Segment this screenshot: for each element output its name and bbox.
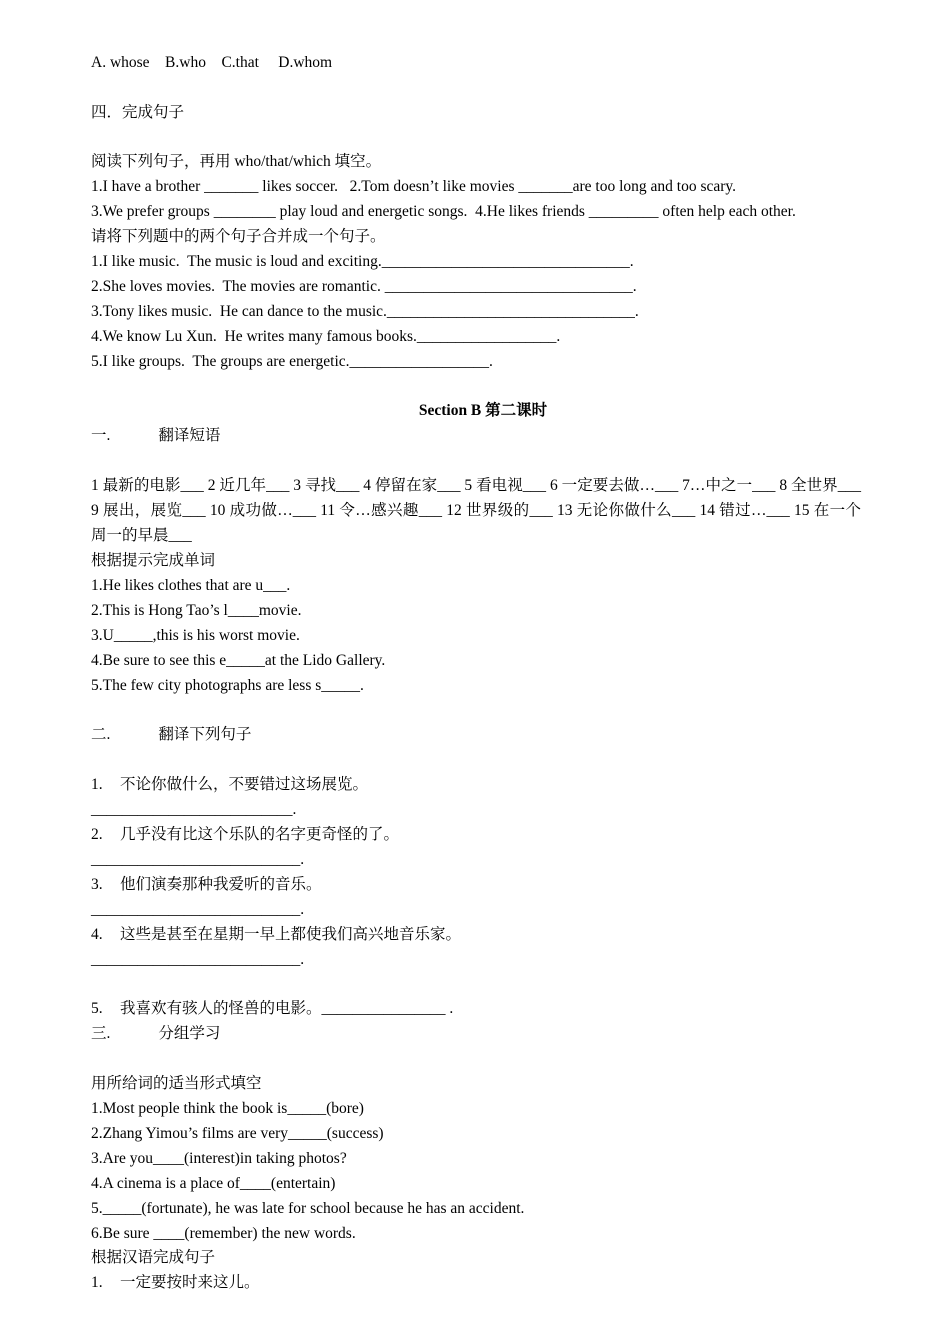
part-heading (91, 423, 220, 448)
instruction-text: 阅读下列句子，再用 who/that/which 填空。 (91, 153, 382, 170)
item-number: 5. (91, 1000, 103, 1017)
item-number: 3. (91, 876, 103, 893)
exercise-line: 3.We prefer groups ________ play loud and energetic songs. 4.He likes friends _________ often help each other. (91, 203, 796, 220)
exercise-line: 2.She loves movies. The movies are romantic. ________________________________. (91, 278, 637, 295)
answer-blank: __________________________. (91, 801, 297, 818)
translate-item (91, 996, 453, 1021)
exercise-line: 1.Most people think the book is_____(bore) (91, 1100, 364, 1117)
item-text: 我喜欢有骇人的怪兽的电影。________________ . (120, 1000, 454, 1017)
item-text: 一定要按时来这儿。 (120, 1274, 260, 1291)
exercise-line: 3.Tony likes music. He can dance to the music.________________________________. (91, 303, 639, 320)
part-number: 三. (91, 1025, 111, 1042)
instruction-text: 根据提示完成单词 (91, 552, 216, 569)
instruction-text: 请将下列题中的两个句子合并成一个句子。 (91, 228, 386, 245)
item-number: 2. (91, 826, 103, 843)
item-number: 1. (91, 1274, 103, 1291)
exercise-line: 3.U_____,this is his worst movie. (91, 627, 300, 644)
instruction-text: 根据汉语完成句子 (91, 1249, 216, 1266)
instruction-text: 用所给词的适当形式填空 (91, 1075, 262, 1092)
item-text: 不论你做什么，不要错过这场展览。 (120, 776, 369, 793)
part-title: 分组学习 (158, 1025, 221, 1042)
translate-item (91, 772, 368, 797)
translate-item (91, 822, 399, 847)
exercise-line: 4.Be sure to see this e_____at the Lido Gallery. (91, 652, 386, 669)
exercise-line: 1.He likes clothes that are u___. (91, 577, 291, 594)
options-line: A. whose B.who C.that D.whom (91, 54, 333, 71)
exercise-line: 1.I like music. The music is loud and exciting.________________________________. (91, 253, 634, 270)
phrases-paragraph: 1 最新的电影___ 2 近几年___ 3 寻找___ 4 停留在家___ 5 看电视___ 6 一定要去做…___ 7…中之一___ 8 全世界___ 9 展出，展览___ 10 成功做…___ 11 令…感兴趣___ 12 世界级的___ 13 无论你做什么___ 14 错过…___ 15 在一个周一的早晨___ (91, 477, 861, 544)
part-title: 翻译下列句子 (158, 726, 252, 743)
exercise-line: 6.Be sure ____(remember) the new words. (91, 1225, 356, 1242)
section-heading: 四．完成句子 (91, 104, 185, 121)
translate-item (91, 922, 461, 947)
part-number: 二. (91, 726, 111, 743)
exercise-line: 1.I have a brother _______ likes soccer. 2.Tom doesn’t like movies _______are too long and too scary. (91, 178, 737, 195)
answer-blank: ___________________________. (91, 851, 305, 868)
answer-blank: ___________________________. (91, 951, 305, 968)
item-text: 他们演奏那种我爱听的音乐。 (120, 876, 322, 893)
item-number: 4. (91, 926, 103, 943)
exercise-line: 3.Are you____(interest)in taking photos? (91, 1150, 347, 1167)
part-number: 一. (91, 427, 111, 444)
section-title: Section B 第二课时 (418, 402, 548, 419)
item-number: 1. (91, 776, 103, 793)
exercise-line: 2.Zhang Yimou’s films are very_____(success) (91, 1125, 384, 1142)
exercise-line: 5._____(fortunate), he was late for school because he has an accident. (91, 1200, 525, 1217)
part-heading (91, 1021, 220, 1046)
translate-item (91, 872, 322, 897)
item-text: 几乎没有比这个乐队的名字更奇怪的了。 (120, 826, 400, 843)
item-text: 这些是甚至在星期一早上都使我们高兴地音乐家。 (120, 926, 462, 943)
exercise-line: 4.We know Lu Xun. He writes many famous books.__________________. (91, 328, 561, 345)
answer-blank: ___________________________. (91, 901, 305, 918)
part-title: 翻译短语 (158, 427, 221, 444)
translate-item (91, 1270, 260, 1295)
exercise-line: 5.The few city photographs are less s_____. (91, 677, 364, 694)
exercise-line: 5.I like groups. The groups are energetic.__________________. (91, 353, 493, 370)
part-heading (91, 722, 251, 747)
exercise-line: 4.A cinema is a place of____(entertain) (91, 1175, 336, 1192)
exercise-line: 2.This is Hong Tao’s l____movie. (91, 602, 302, 619)
